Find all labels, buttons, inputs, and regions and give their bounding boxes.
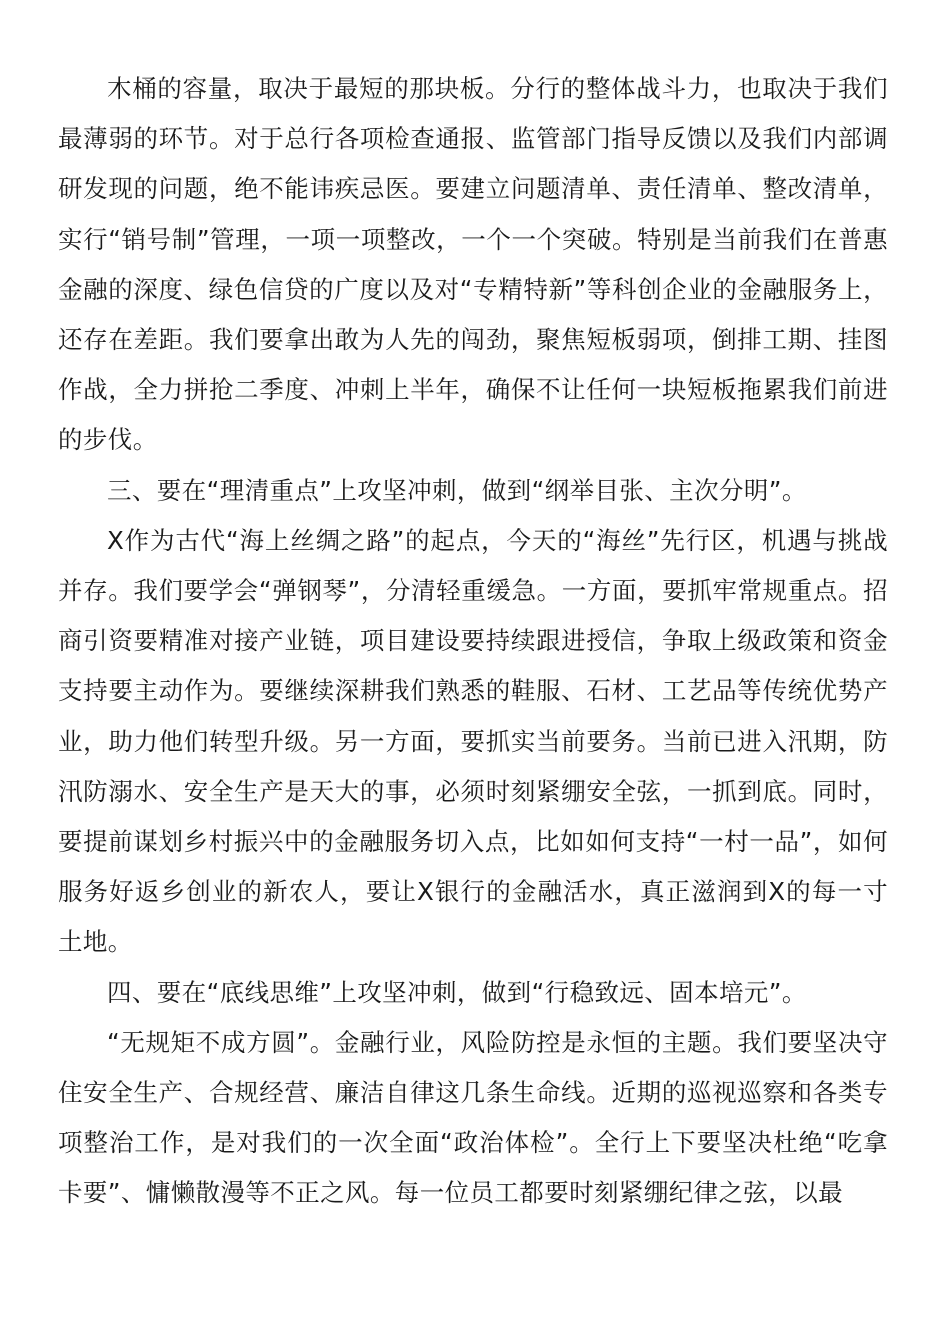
paragraph-short-board: 木桶的容量，取决于最短的那块板。分行的整体战斗力，也取决于我们最薄弱的环节。对于总行各项检查通报、监管部门指导反馈以及我们内部调研发现的问题，绝不能讳疾忌医。要建立问题清单、责任清单、整改清单，实行“销号制”管理，一项一项整改，一个一个突破。特别是当前我们在普惠金融的深度、绿色信贷的广度以及对“专精特新”等科创企业的金融服务上，还存在差距。我们要拿出敢为人先的闯劲，聚焦短板弱项，倒排工期、挂图作战，全力拼抢二季度、冲刺上半年，确保不让任何一块短板拖累我们前进的步伐。 [58, 74, 888, 455]
section-heading-three: 三、要在“理清重点”上攻坚冲刺，做到“纲举目张、主次分明”。 [107, 475, 807, 505]
section-heading-four: 四、要在“底线思维”上攻坚冲刺，做到“行稳致远、固本培元”。 [107, 977, 807, 1007]
paragraph-priorities: X作为古代“海上丝绸之路”的起点，今天的“海丝”先行区，机遇与挑战并存。我们要学会“弹钢琴”，分清轻重缓急。一方面，要抓牢常规重点。招商引资要精准对接产业链，项目建设要持续跟进授信，争取上级政策和资金支持要主动作为。要继续深耕我们熟悉的鞋服、石材、工艺品等传统优势产业，助力他们转型升级。另一方面，要抓实当前要务。当前已进入汛期，防汛防溺水、安全生产是天大的事，必须时刻紧绷安全弦，一抓到底。同时，要提前谋划乡村振兴中的金融服务切入点，比如如何支持“一村一品”，如何服务好返乡创业的新农人，要让X银行的金融活水，真正滋润到X的每一寸土地。 [58, 525, 888, 957]
document-page [58, 64, 888, 1219]
paragraph-risk-control: “无规矩不成方圆”。金融行业，风险防控是永恒的主题。我们要坚决守住安全生产、合规经营、廉洁自律这几条生命线。近期的巡视巡察和各类专项整治工作，是对我们的一次全面“政治体检”。全行上下要坚决杜绝“吃拿卡要”、慵懒散漫等不正之风。每一位员工都要时刻紧绷纪律之弦，以最 [58, 1027, 888, 1208]
